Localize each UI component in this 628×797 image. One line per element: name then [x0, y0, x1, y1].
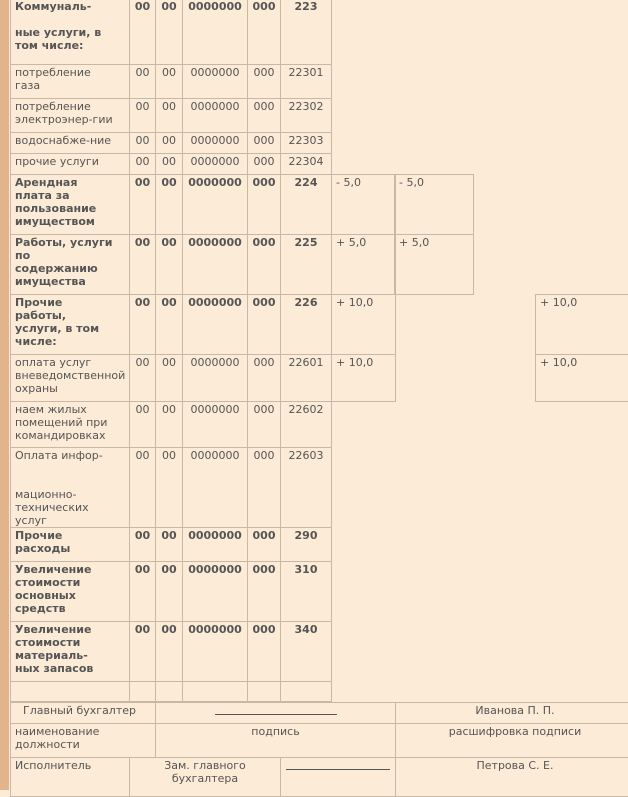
row-name-cell	[10, 681, 130, 702]
row-classifier-cell: 00	[155, 234, 183, 295]
row-code-cell: 22304	[280, 153, 332, 175]
row-name-line: том числе:	[15, 39, 84, 52]
row-code-cell: 224	[280, 174, 332, 235]
row-classifier-cell: 00	[155, 153, 183, 175]
row-classifier-cell: 00	[129, 0, 156, 65]
row-name-line: услуг	[15, 514, 47, 527]
row-classifier-cell	[182, 681, 248, 702]
row-classifier-cell: 00	[129, 174, 156, 235]
row-classifier-cell: 00	[129, 132, 156, 154]
row-classifier-cell: 000	[247, 0, 281, 65]
row-code-cell: 22601	[280, 354, 332, 402]
row-name-line: содержанию	[15, 262, 98, 275]
row-classifier-cell: 0000000	[182, 153, 248, 175]
row-code-cell: 340	[280, 621, 332, 682]
row-classifier-cell	[155, 681, 183, 702]
row-code-cell: 290	[280, 527, 332, 562]
row-name-cell	[10, 294, 130, 355]
row-classifier-cell: 000	[247, 132, 281, 154]
row-classifier-cell: 0000000	[182, 0, 248, 65]
row-code-cell: 22603	[280, 447, 332, 528]
row-name-cell	[10, 64, 130, 99]
row-classifier-cell: 00	[155, 527, 183, 562]
row-value-cell: + 5,0	[394, 234, 474, 295]
row-classifier-cell	[129, 681, 156, 702]
row-classifier-cell: 0000000	[182, 447, 248, 528]
row-code-cell: 310	[280, 561, 332, 622]
position-label: наименование должности	[10, 723, 156, 758]
row-classifier-cell: 000	[247, 447, 281, 528]
row-name-line: пользование	[15, 202, 97, 215]
row-name-line: стоимости	[15, 576, 81, 589]
row-name-line: стоимости	[15, 636, 81, 649]
chief-title: Главный бухгалтер	[10, 702, 156, 724]
row-classifier-cell: 00	[155, 561, 183, 622]
row-code-cell: 22302	[280, 98, 332, 133]
row-classifier-cell: 000	[247, 354, 281, 402]
row-classifier-cell: 0000000	[182, 132, 248, 154]
row-name-line: имущества	[15, 275, 86, 288]
row-classifier-cell: 00	[155, 98, 183, 133]
row-classifier-cell: 00	[155, 447, 183, 528]
row-classifier-cell: 000	[247, 621, 281, 682]
row-classifier-cell: 000	[247, 153, 281, 175]
row-name-line	[15, 475, 125, 488]
row-code-cell: 223	[280, 0, 332, 65]
row-name-line: основных	[15, 589, 76, 602]
executor-signature-line	[280, 757, 396, 797]
row-code-cell: 226	[280, 294, 332, 355]
row-name-line: помещений при	[15, 416, 108, 429]
row-name-line: технических	[15, 501, 89, 514]
row-value-cell: + 10,0	[331, 354, 396, 402]
row-name-cell	[10, 354, 130, 402]
row-name-line: водоснабже-ние	[15, 134, 112, 147]
row-classifier-cell: 0000000	[182, 98, 248, 133]
row-value-cell: + 10,0	[331, 294, 396, 355]
row-code-cell	[280, 681, 332, 702]
row-classifier-cell: 0000000	[182, 561, 248, 622]
row-name-line	[15, 13, 125, 26]
row-code-cell: 225	[280, 234, 332, 295]
row-name-line: средств	[15, 602, 66, 615]
executor-name: Петрова С. Е.	[395, 757, 628, 797]
row-classifier-cell: 000	[247, 561, 281, 622]
row-name-line: потребление	[15, 66, 91, 79]
row-classifier-cell: 00	[129, 527, 156, 562]
row-classifier-cell: 00	[129, 294, 156, 355]
row-name-line: Оплата инфор-	[15, 449, 103, 462]
row-name-line: командировках	[15, 429, 106, 442]
row-classifier-cell: 0000000	[182, 621, 248, 682]
row-name-line: имуществом	[15, 215, 95, 228]
row-value-cell: + 5,0	[331, 234, 396, 295]
row-name-cell	[10, 174, 130, 235]
row-name-cell	[10, 401, 130, 448]
row-name-line: плата за	[15, 189, 70, 202]
row-classifier-cell: 000	[247, 98, 281, 133]
row-classifier-cell: 00	[129, 354, 156, 402]
row-name-cell	[10, 561, 130, 622]
row-classifier-cell: 0000000	[182, 174, 248, 235]
row-classifier-cell: 0000000	[182, 234, 248, 295]
row-name-line	[15, 462, 125, 475]
row-name-line: наем жилых	[15, 403, 87, 416]
row-name-line: работы,	[15, 309, 67, 322]
row-classifier-cell: 000	[247, 174, 281, 235]
row-classifier-cell: 00	[155, 174, 183, 235]
row-classifier-cell: 00	[129, 401, 156, 448]
row-classifier-cell: 00	[155, 621, 183, 682]
row-name-line: услуги, в том	[15, 322, 100, 335]
row-name-line: Увеличение	[15, 563, 92, 576]
row-name-cell	[10, 98, 130, 133]
row-name-cell	[10, 0, 130, 65]
row-code-cell: 22602	[280, 401, 332, 448]
row-classifier-cell: 00	[129, 561, 156, 622]
row-value-cell: + 10,0	[535, 354, 628, 402]
row-classifier-cell: 000	[247, 64, 281, 99]
row-classifier-cell: 00	[129, 153, 156, 175]
row-classifier-cell: 00	[129, 621, 156, 682]
executor-title: Зам. главного бухгалтера	[129, 757, 281, 797]
row-name-line: Арендная	[15, 176, 78, 189]
row-name-cell	[10, 447, 130, 528]
row-value-cell: - 5,0	[394, 174, 474, 235]
row-classifier-cell: 00	[129, 234, 156, 295]
row-classifier-cell: 00	[155, 132, 183, 154]
row-classifier-cell: 00	[129, 98, 156, 133]
row-name-line: по	[15, 249, 31, 262]
row-name-line: Работы, услуги	[15, 236, 113, 249]
row-value-cell: - 5,0	[331, 174, 396, 235]
row-classifier-cell: 000	[247, 527, 281, 562]
chief-signature-line	[155, 702, 396, 724]
row-name-line: Прочие	[15, 296, 63, 309]
row-name-line: Увеличение	[15, 623, 92, 636]
decoding-label: расшифровка подписи	[395, 723, 628, 758]
row-name-line: охраны	[15, 382, 58, 395]
row-value-cell: + 10,0	[535, 294, 628, 355]
row-classifier-cell: 00	[129, 64, 156, 99]
row-name-line: электроэнер-гии	[15, 113, 113, 126]
row-classifier-cell: 00	[155, 354, 183, 402]
row-name-line: Коммуналь-	[15, 0, 92, 13]
chief-name: Иванова П. П.	[395, 702, 628, 724]
row-classifier-cell: 0000000	[182, 527, 248, 562]
row-name-cell	[10, 527, 130, 562]
row-classifier-cell: 00	[129, 447, 156, 528]
row-code-cell: 22301	[280, 64, 332, 99]
row-name-cell	[10, 153, 130, 175]
executor-label: Исполнитель	[10, 757, 130, 797]
row-name-line: прочие услуги	[15, 155, 99, 168]
row-classifier-cell: 000	[247, 294, 281, 355]
row-name-cell	[10, 132, 130, 154]
row-name-line: расходы	[15, 542, 71, 555]
row-name-line: ных запасов	[15, 662, 94, 675]
row-classifier-cell: 00	[155, 0, 183, 65]
row-classifier-cell: 00	[155, 294, 183, 355]
row-classifier-cell: 0000000	[182, 354, 248, 402]
row-name-line: ные услуги, в	[15, 26, 102, 39]
row-classifier-cell: 0000000	[182, 294, 248, 355]
row-classifier-cell: 000	[247, 234, 281, 295]
signature-label: подпись	[155, 723, 396, 758]
row-name-line: оплата услуг	[15, 356, 92, 369]
row-classifier-cell: 00	[155, 401, 183, 448]
left-stripe	[0, 0, 9, 790]
row-classifier-cell: 0000000	[182, 401, 248, 448]
row-name-line: числе:	[15, 335, 57, 348]
row-name-cell	[10, 621, 130, 682]
row-classifier-cell: 000	[247, 401, 281, 448]
row-classifier-cell	[247, 681, 281, 702]
row-name-cell	[10, 234, 130, 295]
row-name-line: материаль-	[15, 649, 88, 662]
row-name-line: вневедомственной	[15, 369, 126, 382]
row-classifier-cell: 0000000	[182, 64, 248, 99]
row-name-line: Прочие	[15, 529, 63, 542]
row-name-line: газа	[15, 79, 41, 92]
row-classifier-cell: 00	[155, 64, 183, 99]
row-code-cell: 22303	[280, 132, 332, 154]
row-name-line: потребление	[15, 100, 91, 113]
row-name-line: мационно-	[15, 488, 77, 501]
